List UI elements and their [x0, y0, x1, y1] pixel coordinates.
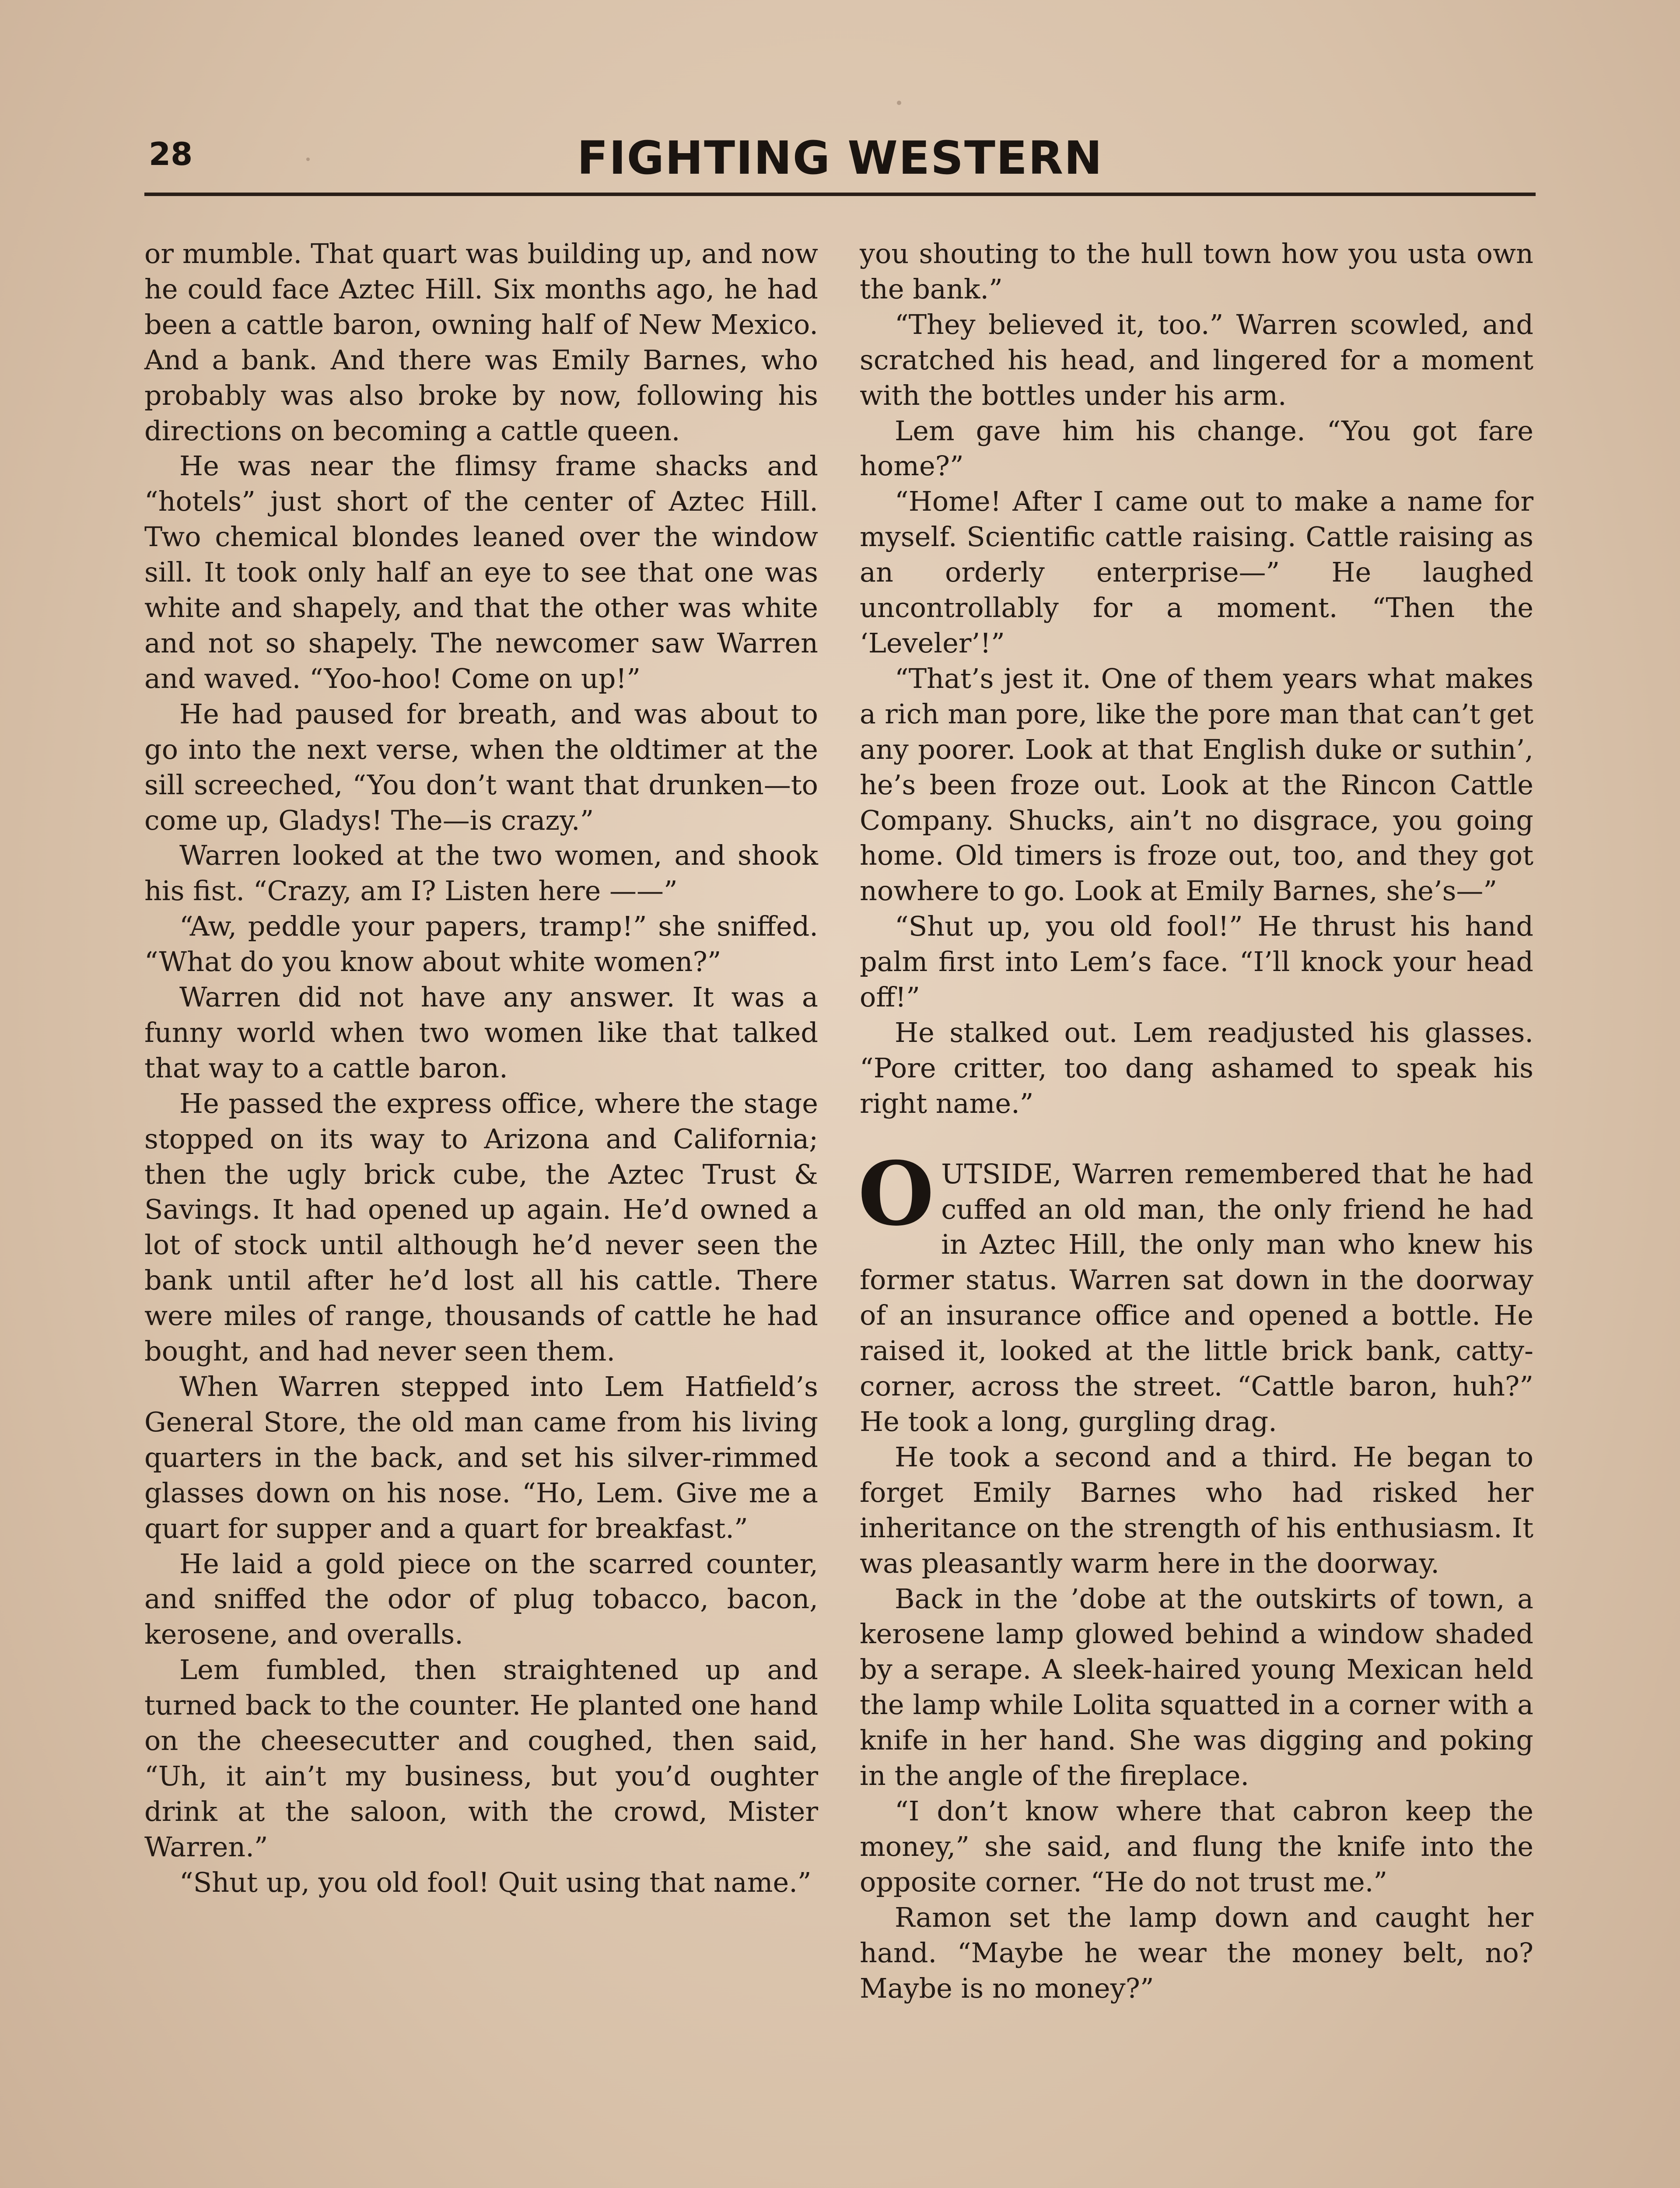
- page-header: [144, 131, 1536, 188]
- paragraph: “Aw, peddle your papers, tramp!” she sniffed. “What do you know about white women?”: [144, 910, 818, 978]
- paragraph: “I don’t know where that cabron keep the money,” she said, and flung the knife into the opposite corner. “He do not trust me.”: [860, 1795, 1533, 1898]
- paragraph: “That’s jest it. One of them years what makes a rich man pore, like the pore man that can’t get any poorer. Look at that English duke or suthin’, he’s been froze out. Look at the Rincon Cattle Company. Shucks, ain’t no disgrace, you going home. Old timers is froze out, too, and they got nowhere to go. Look at Emily Barnes, she’s—”: [860, 662, 1533, 907]
- paragraph: you shouting to the hull town how you usta own the bank.”: [860, 238, 1533, 305]
- paragraph: or mumble. That quart was building up, and now he could face Aztec Hill. Six months ago, he had been a cattle baron, owning half of New Mexico. And a bank. And there was Emily Barnes, who probably was also broke by now, following his directions on becoming a cattle queen.: [144, 238, 818, 447]
- magazine-title: FIGHTING WESTERN: [577, 131, 1103, 185]
- paragraph: “Home! After I came out to make a name for myself. Scientific cattle raising. Cattle raising as an orderly enterprise—” He laughed uncontrollably for a moment. “Then the ‘Leveler’!”: [860, 485, 1533, 659]
- paragraph: He laid a gold piece on the scarred counter, and sniffed the odor of plug tobacco, bacon, kerosene, and overalls.: [144, 1547, 818, 1651]
- paragraph: Warren looked at the two women, and shook his fist. “Crazy, am I? Listen here ——”: [144, 839, 818, 907]
- drop-cap-letter: O: [858, 1142, 934, 1245]
- paragraph: Warren did not have any answer. It was a funny world when two women like that talked that way to a cattle baron.: [144, 981, 818, 1084]
- paragraph: When Warren stepped into Lem Hatfield’s General Store, the old man came from his living quarters in the back, and set his silver-rimmed glasses down on his nose. “Ho, Lem. Give me a quart for supper and a quart for breakfast.”: [144, 1371, 818, 1544]
- paragraph: He stalked out. Lem readjusted his glasses. “Pore critter, too dang ashamed to speak his right name.”: [860, 1016, 1533, 1119]
- drop-cap-text: UTSIDE, Warren remembered that he had cuffed an old man, the only friend he had in Aztec Hill, the only man who knew his former status. Warren sat down in the doorway of an insurance office and opened a bottle. He raised it, looked at the little brick bank, catty-corner, across the street. “Cattle baron, huh?” He took a long, gurgling drag.: [860, 1157, 1533, 1438]
- paragraph: He took a second and a third. He began to forget Emily Barnes who had risked her inheritance on the strength of his enthusiasm. It was pleasantly warm here in the doorway.: [860, 1441, 1533, 1579]
- paper-speck: [897, 101, 901, 105]
- left-column: [144, 236, 818, 1900]
- paragraph: Lem fumbled, then straightened up and turned back to the counter. He planted one hand on the cheesecutter and coughed, then said, “Uh, it ain’t my business, but you’d oughter drink at the saloon, with the crowd, Mister Warren.”: [144, 1654, 818, 1863]
- paragraph: “Shut up, you old fool! Quit using that name.”: [179, 1866, 812, 1898]
- paragraph: “Shut up, you old fool!” He thrust his hand palm first into Lem’s face. “I’ll knock your head off!”: [860, 910, 1533, 1013]
- section-opening-paragraph: [858, 1142, 1533, 1440]
- paragraph: He had paused for breath, and was about to go into the next verse, when the oldtimer at the sill screeched, “You don’t want that drunken—to come up, Gladys! The—is crazy.”: [144, 698, 818, 836]
- paragraph: Back in the ’dobe at the outskirts of town, a kerosene lamp glowed behind a window shaded by a serape. A sleek-haired young Mexican held the lamp while Lolita squatted in a corner with a knife in her hand. She was digging and poking in the angle of the fireplace.: [860, 1582, 1533, 1792]
- header-divider: [144, 193, 1536, 196]
- paragraph: Ramon set the lamp down and caught her hand. “Maybe he wear the money belt, no? Maybe is no money?”: [860, 1901, 1533, 2004]
- paragraph: He was near the flimsy frame shacks and “hotels” just short of the center of Aztec Hill. Two chemical blondes leaned over the window sill. It took only half an eye to see that one was white and shapely, and that the other was white and not so shapely. The newcomer saw Warren and waved. “Yoo-hoo! Come on up!”: [144, 450, 818, 694]
- paragraph: Lem gave him his change. “You got fare home?”: [860, 414, 1533, 482]
- paragraph: He passed the express office, where the stage stopped on its way to Arizona and California; then the ugly brick cube, the Aztec Trust & Savings. It had opened up again. He’d owned a lot of stock until although he’d never seen the bank until after he’d lost all his cattle. There were miles of range, thousands of cattle he had bought, and had never seen them.: [144, 1087, 818, 1368]
- page-number: 28: [149, 136, 193, 172]
- paper-speck: [306, 158, 310, 161]
- paragraph: “They believed it, too.” Warren scowled, and scratched his head, and lingered for a moment with the bottles under his arm.: [860, 308, 1533, 411]
- right-column: [860, 236, 1533, 2006]
